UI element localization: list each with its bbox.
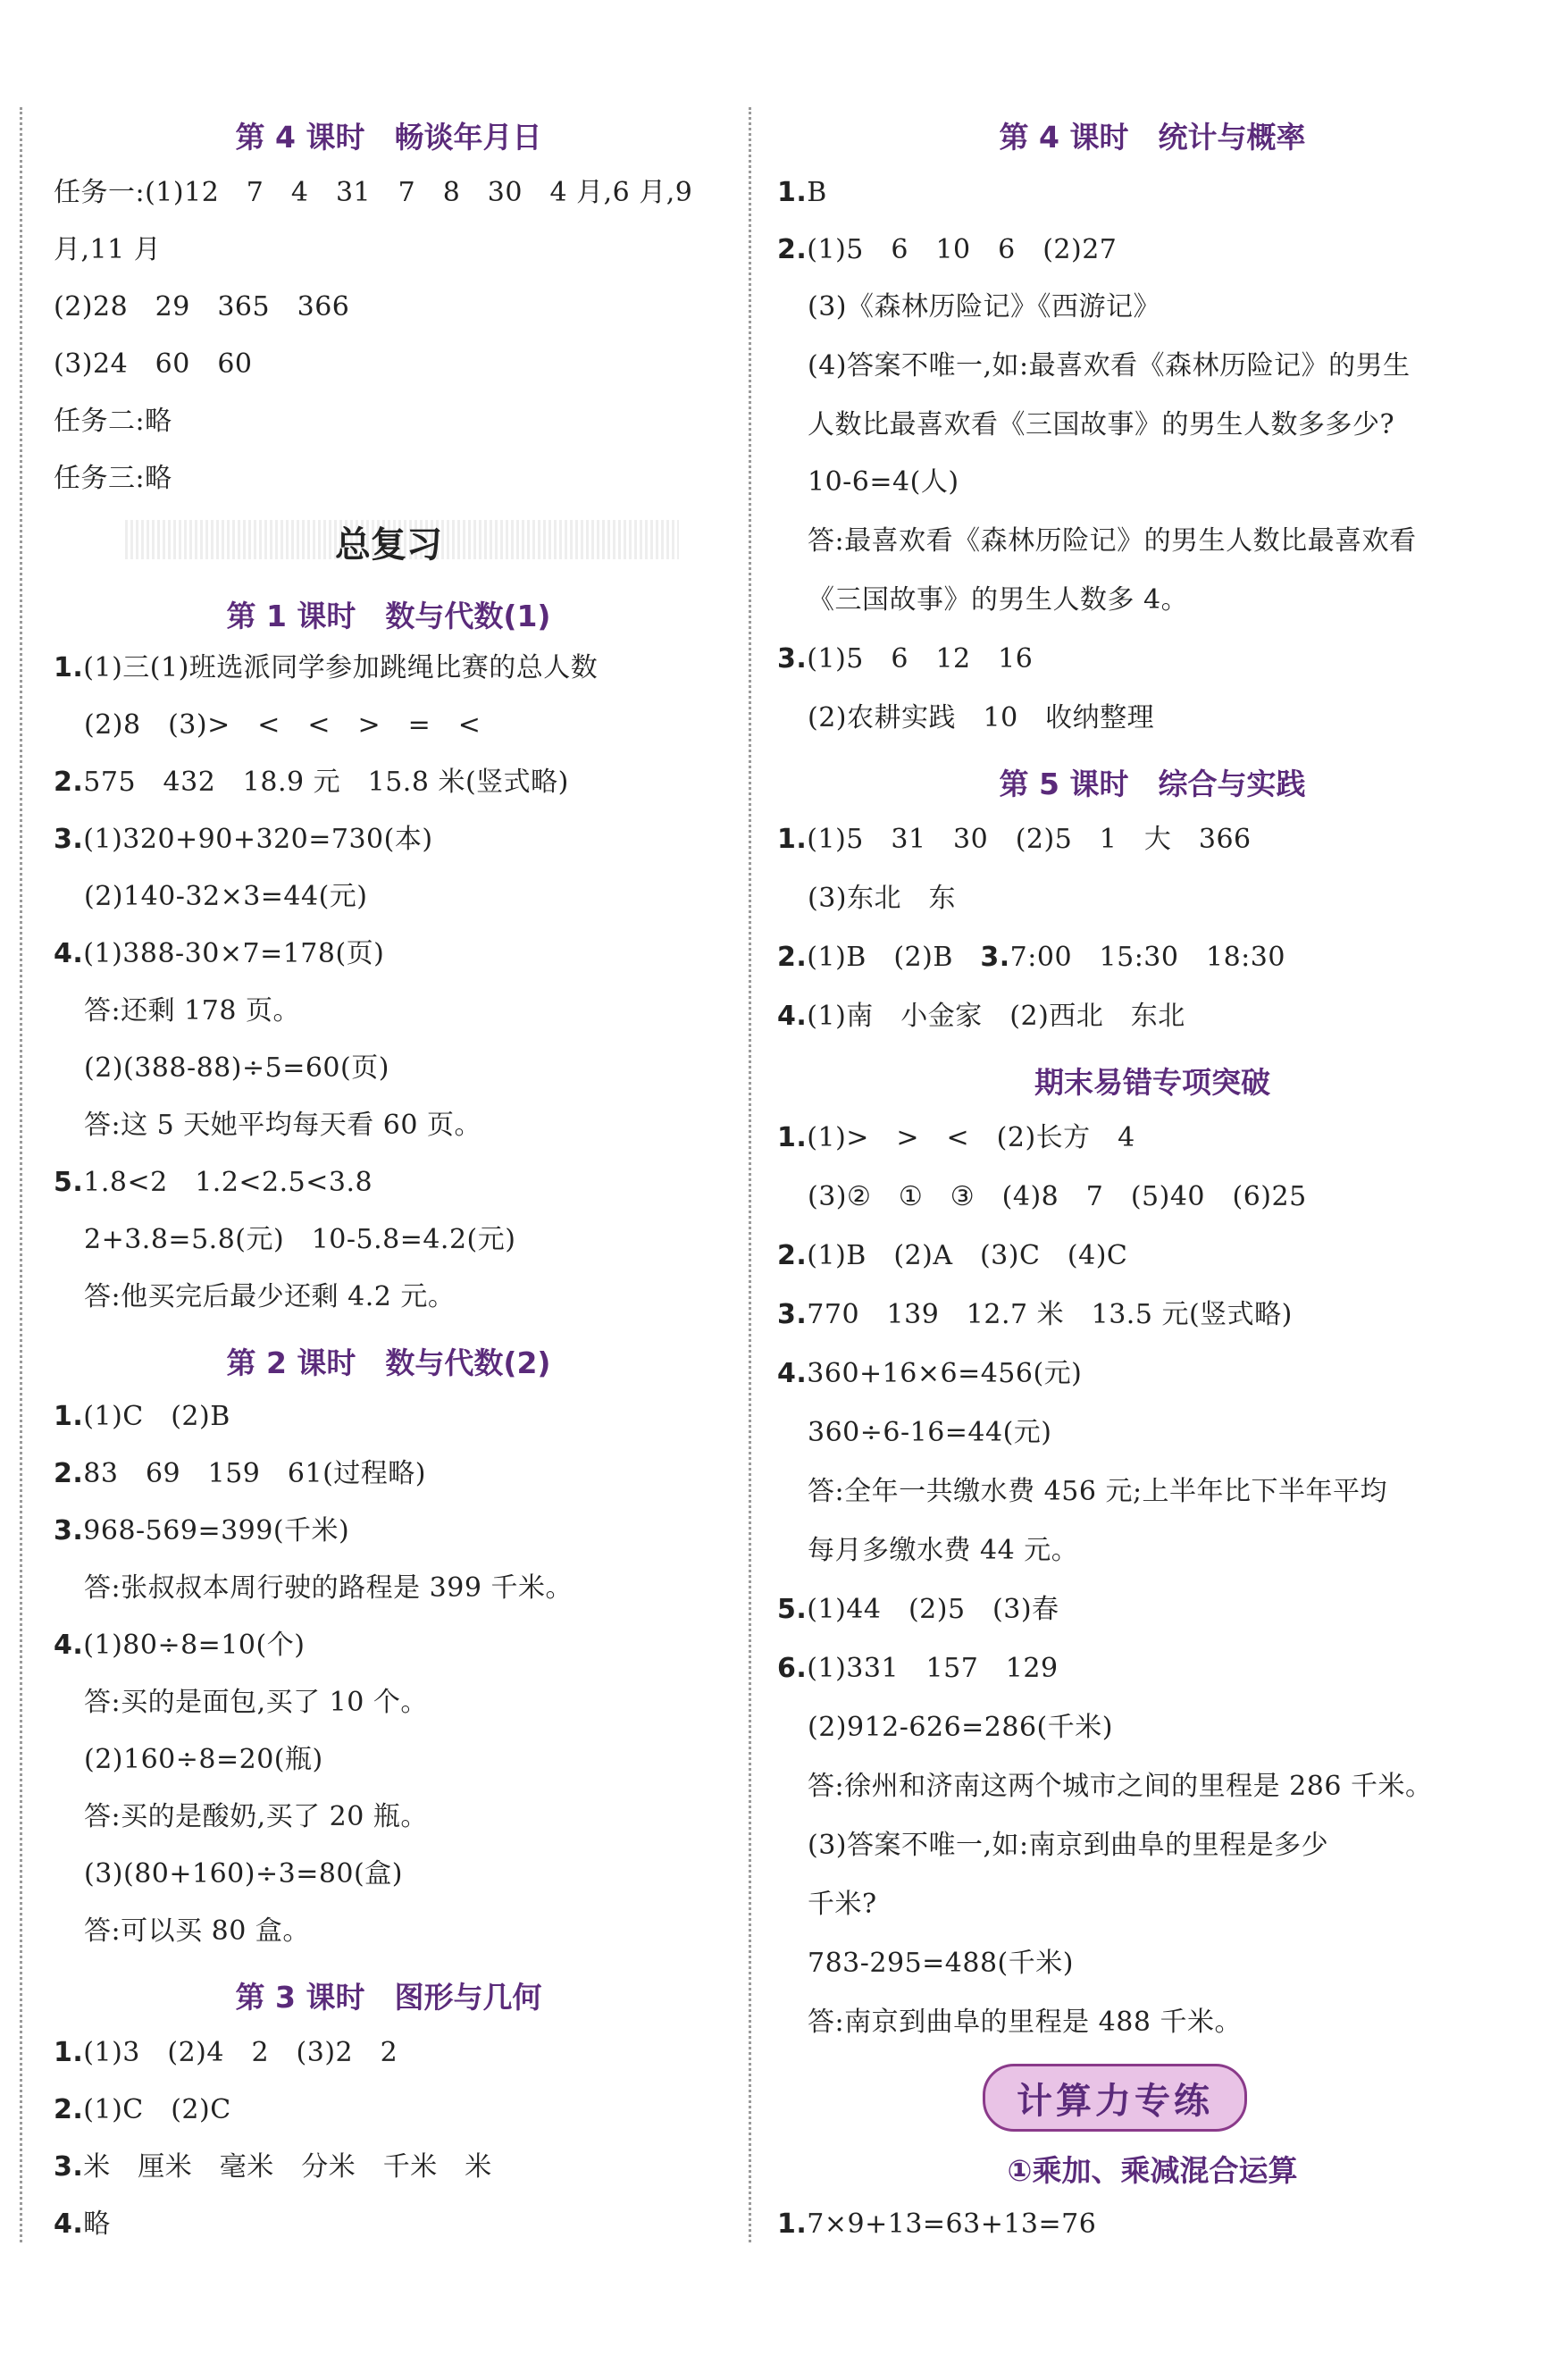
answer-line: 月,11 月 xyxy=(54,234,162,265)
question-number: 2. xyxy=(54,1458,84,1489)
answer-line: (3)答案不唯一,如:南京到曲阜的里程是多少 xyxy=(808,1830,1329,1861)
question-number: 5. xyxy=(777,1594,808,1625)
answer-line: 2.(1)B (2)A (3)C (4)C xyxy=(777,1240,1128,1271)
answer-line: (3)② ① ③ (4)8 7 (5)40 (6)25 xyxy=(808,1181,1307,1212)
question-number: 1. xyxy=(777,824,808,855)
answer-line: 答:这 5 天她平均每天看 60 页。 xyxy=(84,1110,482,1141)
answer-line: 1.(1)5 31 30 (2)5 1 大 366 xyxy=(777,824,1252,855)
question-number: 3. xyxy=(980,942,1010,973)
answer-line: (2)28 29 365 366 xyxy=(54,291,350,323)
answer-line: (2)(388-88)÷5=60(页) xyxy=(84,1052,389,1084)
question-number: 2. xyxy=(54,2094,84,2125)
question-number: 4. xyxy=(54,1630,84,1661)
answer-line: 答:还剩 178 页。 xyxy=(84,995,300,1027)
answer-line: (2)农耕实践 10 收纳整理 xyxy=(808,702,1155,733)
answer-line: 3.(1)5 6 12 16 xyxy=(777,643,1034,675)
answer-line: 4.360+16×6=456(元) xyxy=(777,1358,1083,1389)
section-title-r5: 第 5 课时 综合与实践 xyxy=(999,767,1306,801)
answer-line: 2.(1)5 6 10 6 (2)27 xyxy=(777,234,1118,265)
answer-line: 1.(1)三(1)班选派同学参加跳绳比赛的总人数 xyxy=(54,652,599,683)
answer-line: 答:徐州和济南这两个城市之间的里程是 286 千米。 xyxy=(808,1771,1433,1802)
answer-line: 答:南京到曲阜的里程是 488 千米。 xyxy=(808,2007,1242,2038)
answer-line: 6.(1)331 157 129 xyxy=(777,1653,1059,1684)
question-number: 4. xyxy=(777,1358,808,1389)
answer-line: 《三国故事》的男生人数多 4。 xyxy=(808,584,1189,616)
answer-line: (3)《森林历险记》《西游记》 xyxy=(808,291,1160,323)
answer-line: 1.7×9+13=63+13=76 xyxy=(777,2208,1097,2240)
answer-line: 1.(1)> > < (2)长方 4 xyxy=(777,1122,1135,1153)
section-title-s1: 第 1 课时 数与代数(1) xyxy=(226,599,551,633)
answer-line: 答:全年一共缴水费 456 元;上半年比下半年平均 xyxy=(808,1476,1388,1507)
answer-line: (2)8 (3)> < < > = < xyxy=(84,709,481,741)
answer-line: (3)24 60 60 xyxy=(54,348,253,380)
question-number: 1. xyxy=(777,1122,808,1153)
answer-line: 答:可以买 80 盒。 xyxy=(84,1915,310,1947)
answer-line: 答:张叔叔本周行驶的路程是 399 千米。 xyxy=(84,1572,573,1604)
answer-line: 3.米 厘米 毫米 分米 千米 米 xyxy=(54,2151,492,2183)
question-number: 1. xyxy=(777,2208,808,2240)
question-number: 1. xyxy=(54,652,84,683)
answer-line: 1.B xyxy=(777,177,827,208)
section-title-l4: 第 4 课时 畅谈年月日 xyxy=(235,120,542,155)
answer-line: 每月多缴水费 44 元。 xyxy=(808,1535,1079,1566)
question-number: 3. xyxy=(54,2151,84,2183)
left-dotted-border xyxy=(20,107,22,2242)
question-number: 4. xyxy=(54,2208,84,2240)
question-number: 4. xyxy=(777,1001,808,1032)
calc-subtitle: ①乘加、乘减混合运算 xyxy=(1007,2153,1298,2188)
answer-line: (2)160÷8=20(瓶) xyxy=(84,1744,323,1775)
answer-line: 任务一:(1)12 7 4 31 7 8 30 4 月,6 月,9 xyxy=(54,177,693,208)
answer-line: 3.770 139 12.7 米 13.5 元(竖式略) xyxy=(777,1299,1293,1330)
answer-line: 千米? xyxy=(808,1889,877,1920)
answer-line: 任务二:略 xyxy=(54,406,172,437)
question-number: 3. xyxy=(54,1515,84,1546)
calc-practice-badge: 计算力专练 xyxy=(983,2064,1247,2132)
answer-line: 5.1.8<2 1.2<2.5<3.8 xyxy=(54,1167,373,1198)
answer-line: 1.(1)C (2)B xyxy=(54,1401,230,1432)
answer-line: 4.略 xyxy=(54,2208,111,2240)
question-number: 1. xyxy=(54,1401,84,1432)
question-number: 1. xyxy=(777,177,808,208)
answer-line: 360÷6-16=44(元) xyxy=(808,1417,1052,1448)
answer-line: 2.(1)B (2)B 3.7:00 15:30 18:30 xyxy=(777,942,1285,973)
section-title-qm: 期末易错专项突破 xyxy=(1034,1065,1270,1100)
answer-line: 4.(1)80÷8=10(个) xyxy=(54,1630,306,1661)
answer-line: 答:他买完后最少还剩 4.2 元。 xyxy=(84,1281,456,1312)
answer-line: 3.968-569=399(千米) xyxy=(54,1515,350,1546)
answer-line: (2)140-32×3=44(元) xyxy=(84,881,368,912)
answer-line: 4.(1)388-30×7=178(页) xyxy=(54,938,385,969)
answer-line: 2+3.8=5.8(元) 10-5.8=4.2(元) xyxy=(84,1224,516,1255)
answer-line: (3)(80+160)÷3=80(盒) xyxy=(84,1858,403,1890)
answer-line: (3)东北 东 xyxy=(808,883,956,914)
column-divider xyxy=(749,107,751,2242)
section-title-s2: 第 2 课时 数与代数(2) xyxy=(226,1345,551,1380)
question-number: 3. xyxy=(777,1299,808,1330)
question-number: 4. xyxy=(54,938,84,969)
section-title-s3: 第 3 课时 图形与几何 xyxy=(235,1980,542,2015)
answer-line: (4)答案不唯一,如:最喜欢看《森林历险记》的男生 xyxy=(808,350,1411,381)
section-title-r4: 第 4 课时 统计与概率 xyxy=(999,120,1306,155)
answer-line: 4.(1)南 小金家 (2)西北 东北 xyxy=(777,1001,1185,1032)
question-number: 2. xyxy=(54,767,84,798)
question-number: 2. xyxy=(777,942,808,973)
review-title: 总复习 xyxy=(335,524,442,566)
answer-line: 1.(1)3 (2)4 2 (3)2 2 xyxy=(54,2037,398,2068)
question-number: 6. xyxy=(777,1653,808,1684)
answer-line: 2.(1)C (2)C xyxy=(54,2094,231,2125)
question-number: 5. xyxy=(54,1167,84,1198)
question-number: 3. xyxy=(777,643,808,675)
question-number: 2. xyxy=(777,1240,808,1271)
answer-line: 答:买的是面包,买了 10 个。 xyxy=(84,1687,428,1718)
answer-line: 10-6=4(人) xyxy=(808,466,959,498)
question-number: 3. xyxy=(54,824,84,855)
answer-line: 5.(1)44 (2)5 (3)春 xyxy=(777,1594,1059,1625)
answer-line: 答:买的是酸奶,买了 20 瓶。 xyxy=(84,1801,428,1832)
answer-line: 答:最喜欢看《森林历险记》的男生人数比最喜欢看 xyxy=(808,525,1417,557)
answer-line: 783-295=488(千米) xyxy=(808,1948,1074,1979)
question-number: 2. xyxy=(777,234,808,265)
answer-line: 3.(1)320+90+320=730(本) xyxy=(54,824,433,855)
answer-line: 2.83 69 159 61(过程略) xyxy=(54,1458,426,1489)
answer-line: 任务三:略 xyxy=(54,463,172,494)
answer-line: 2.575 432 18.9 元 15.8 米(竖式略) xyxy=(54,767,569,798)
question-number: 1. xyxy=(54,2037,84,2068)
answer-line: 人数比最喜欢看《三国故事》的男生人数多多少? xyxy=(808,409,1395,440)
answer-line: (2)912-626=286(千米) xyxy=(808,1712,1113,1743)
